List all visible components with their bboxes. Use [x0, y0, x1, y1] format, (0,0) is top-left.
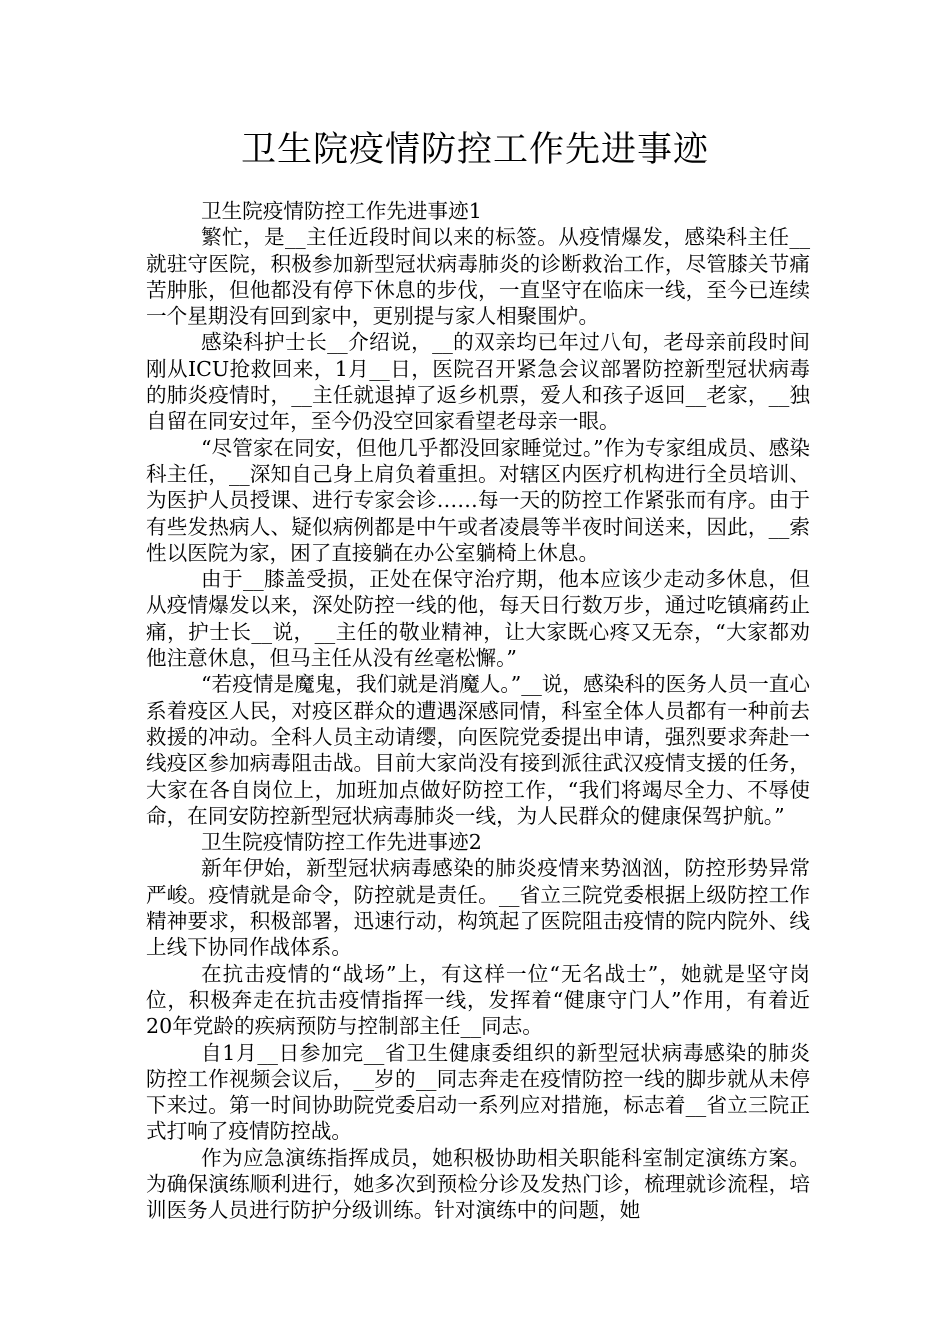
section-heading-1: 卫生院疫情防控工作先进事迹1 — [201, 199, 482, 223]
section-heading-2: 卫生院疫情防控工作先进事迹2 — [201, 830, 482, 855]
paragraph: 新年伊始，新型冠状病毒感染的肺炎疫情来势汹汹，防控形势异常严峻。疫情就是命令，防控就是责任。__省立三院党委根据上级防控工作精神要求，积极部署，迅速行动，构筑起了医院阻击疫情的院内院外、线上线下协同作战体系。 — [146, 856, 810, 960]
paragraph: 作为应急演练指挥成员，她积极协助相关职能科室制定演练方案。为确保演练顺利进行，她多次到预检分诊及发热门诊，梳理就诊流程，培训医务人员进行防护分级训练。针对演练中的问题，她 — [146, 1145, 810, 1223]
paragraph: 由于__膝盖受损，正处在保守治疗期，他本应该少走动多休息，但从疫情爆发以来，深处防控一线的他，每天日行数万步，通过吃镇痛药止痛，护士长__说，__主任的敬业精神，让大家既心疼又无奈，“大家都劝他注意休息，但马主任从没有丝毫松懈。” — [146, 567, 810, 671]
paragraph: “尽管家在同安，但他几乎都没回家睡觉过。”作为专家组成员、感染科主任，__深知自己身上肩负着重担。对辖区内医疗机构进行全员培训、为医护人员授课、进行专家会诊……每一天的防控工作紧张而有序。由于有些发热病人、疑似病例都是中午或者凌晨等半夜时间送来，因此，__索性以医院为家，困了直接躺在办公室躺椅上休息。 — [146, 435, 810, 565]
paragraph: 在抗击疫情的“战场”上，有这样一位“无名战士”，她就是坚守岗位，积极奔走在抗击疫情指挥一线，发挥着“健康守门人”作用，有着近20年党龄的疾病预防与控制部主任__同志。 — [146, 961, 810, 1039]
paragraph: “若疫情是魔鬼，我们就是消魔人。”__说，感染科的医务人员一直心系着疫区人民，对疫区群众的遭遇深感同情，科室全体人员都有一种前去救援的冲动。全科人员主动请缨，向医院党委提出申请，强烈要求奔赴一线疫区参加病毒阻击战。目前大家尚没有接到派往武汉疫情支援的任务，大家在各自岗位上，加班加点做好防控工作，“我们将竭尽全力、不辱使命，在同安防控新型冠状病毒肺炎一线，为人民群众的健康保驾护航。” — [146, 672, 810, 828]
paragraph: 自1月__日参加完__省卫生健康委组织的新型冠状病毒感染的肺炎防控工作视频会议后，__岁的__同志奔走在疫情防控一线的脚步就从未停下来过。第一时间协助院党委启动一系列应对措施，标志着__省立三院正式打响了疫情防控战。 — [146, 1040, 810, 1144]
paragraph: 感染科护士长__介绍说，__的双亲均已年过八旬，老母亲前段时间刚从ICU抢救回来，1月__日，医院召开紧急会议部署防控新型冠状病毒的肺炎疫情时，__主任就退掉了返乡机票，爱人和孩子返回__老家，__独自留在同安过年，至今仍没空回家看望老母亲一眼。 — [146, 330, 810, 434]
document-body — [146, 198, 810, 1224]
document-title: 卫生院疫情防控工作先进事迹 — [240, 130, 709, 170]
paragraph: 繁忙，是__主任近段时间以来的标签。从疫情爆发，感染科主任__就驻守医院，积极参加新型冠状病毒肺炎的诊断救治工作，尽管膝关节痛苦肿胀，但他都没有停下休息的步伐，一直坚守在临床一线，至今已连续一个星期没有回到家中，更别提与家人相聚围炉。 — [146, 225, 810, 329]
